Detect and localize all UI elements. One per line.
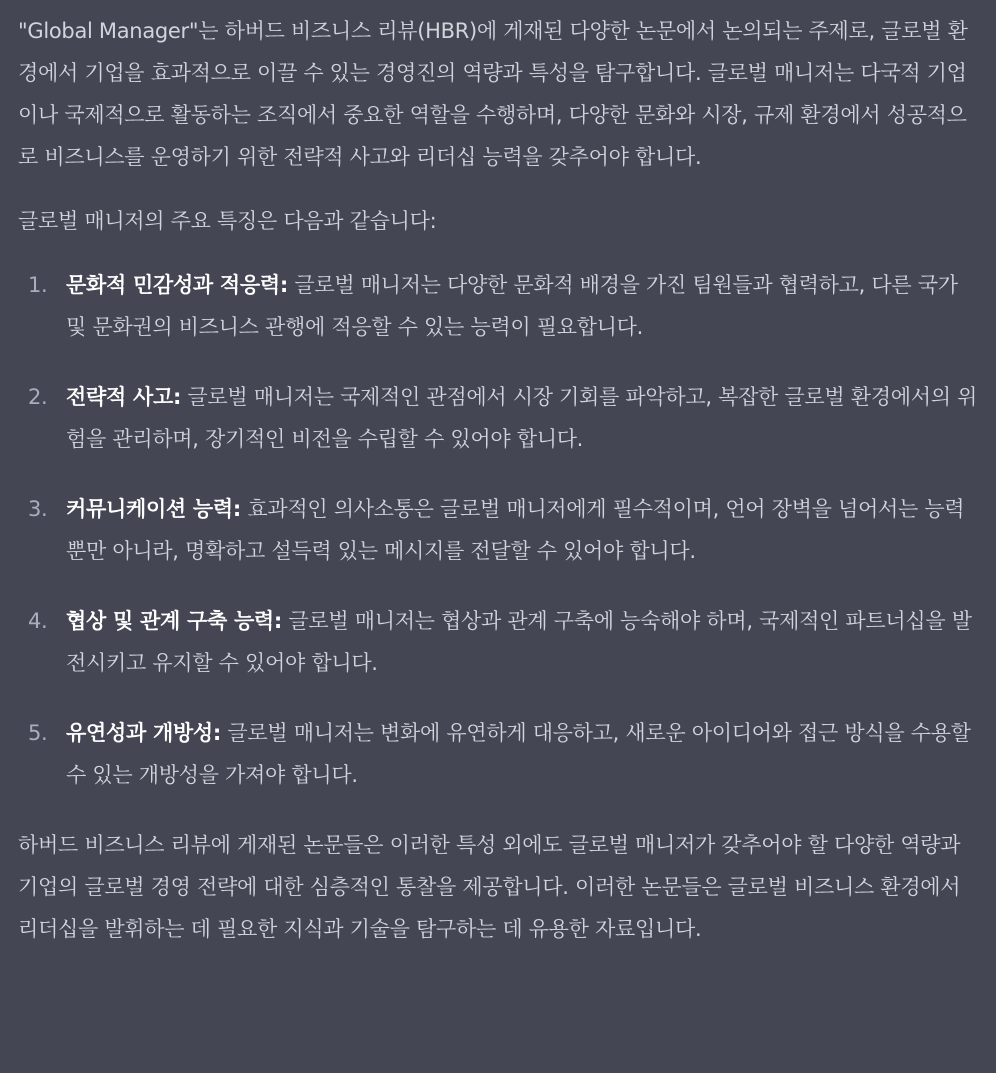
- list-item: [18, 376, 984, 460]
- list-item-number: 5.: [28, 721, 48, 745]
- list-item: [18, 712, 984, 796]
- list-lead-paragraph: 글로벌 매니저의 주요 특징은 다음과 같습니다:: [18, 209, 437, 233]
- list-item-text: 글로벌 매니저는 협상과 관계 구축에 능숙해야 하며, 국제적인 파트너십을 발전시키고 유지할 수 있어야 합니다.: [66, 609, 972, 675]
- list-item-title: 문화적 민감성과 적응력:: [66, 273, 288, 297]
- list-item-text: 글로벌 매니저는 변화에 유연하게 대응하고, 새로운 아이디어와 접근 방식을 수용할 수 있는 개방성을 가져야 합니다.: [66, 721, 971, 787]
- list-item-text: 글로벌 매니저는 국제적인 관점에서 시장 기회를 파악하고, 복잡한 글로벌 환경에서의 위험을 관리하며, 장기적인 비전을 수립할 수 있어야 합니다.: [66, 385, 978, 451]
- features-list: [18, 264, 984, 796]
- list-item-number: 2.: [28, 385, 48, 409]
- list-item: [18, 488, 984, 572]
- list-item-body: [66, 600, 984, 684]
- list-item-title: 유연성과 개방성:: [66, 721, 222, 745]
- list-item-number: 1.: [28, 273, 48, 297]
- list-item-body: [66, 712, 984, 796]
- list-item-title: 커뮤니케이션 능력:: [66, 497, 241, 521]
- list-item-title: 전략적 사고:: [66, 385, 182, 409]
- list-item-body: [66, 488, 984, 572]
- list-item-title: 협상 및 관계 구축 능력:: [66, 609, 283, 633]
- list-item-body: [66, 376, 984, 460]
- list-item-text: 효과적인 의사소통은 글로벌 매니저에게 필수적이며, 언어 장벽을 넘어서는 능력뿐만 아니라, 명확하고 설득력 있는 메시지를 전달할 수 있어야 합니다.: [66, 497, 965, 563]
- list-item-number: 4.: [28, 609, 48, 633]
- list-item-body: [66, 264, 984, 348]
- intro-paragraph: "Global Manager"는 하버드 비즈니스 리뷰(HBR)에 게재된 다양한 논문에서 논의되는 주제로, 글로벌 환경에서 기업을 효과적으로 이끌 수 있는 경영진의 역량과 특성을 탐구합니다. 글로벌 매니저는 다국적 기업이나 국제적으로 활동하는 조직에서 중요한 역할을 수행하며, 다양한 문화와 시장, 규제 환경에서 성공적으로 비즈니스를 운영하기 위한 전략적 사고와 리더십 능력을 갖추어야 합니다.: [18, 19, 968, 169]
- list-item-text: 글로벌 매니저는 다양한 문화적 배경을 가진 팀원들과 협력하고, 다른 국가 및 문화권의 비즈니스 관행에 적응할 수 있는 능력이 필요합니다.: [66, 273, 958, 339]
- list-item: [18, 600, 984, 684]
- closing-paragraph: 하버드 비즈니스 리뷰에 게재된 논문들은 이러한 특성 외에도 글로벌 매니저가 갖추어야 할 다양한 역량과 기업의 글로벌 경영 전략에 대한 심층적인 통찰을 제공합니다. 이러한 논문들은 글로벌 비즈니스 환경에서 리더십을 발휘하는 데 필요한 지식과 기술을 탐구하는 데 유용한 자료입니다.: [18, 833, 961, 941]
- list-item: [18, 264, 984, 348]
- list-item-number: 3.: [28, 497, 48, 521]
